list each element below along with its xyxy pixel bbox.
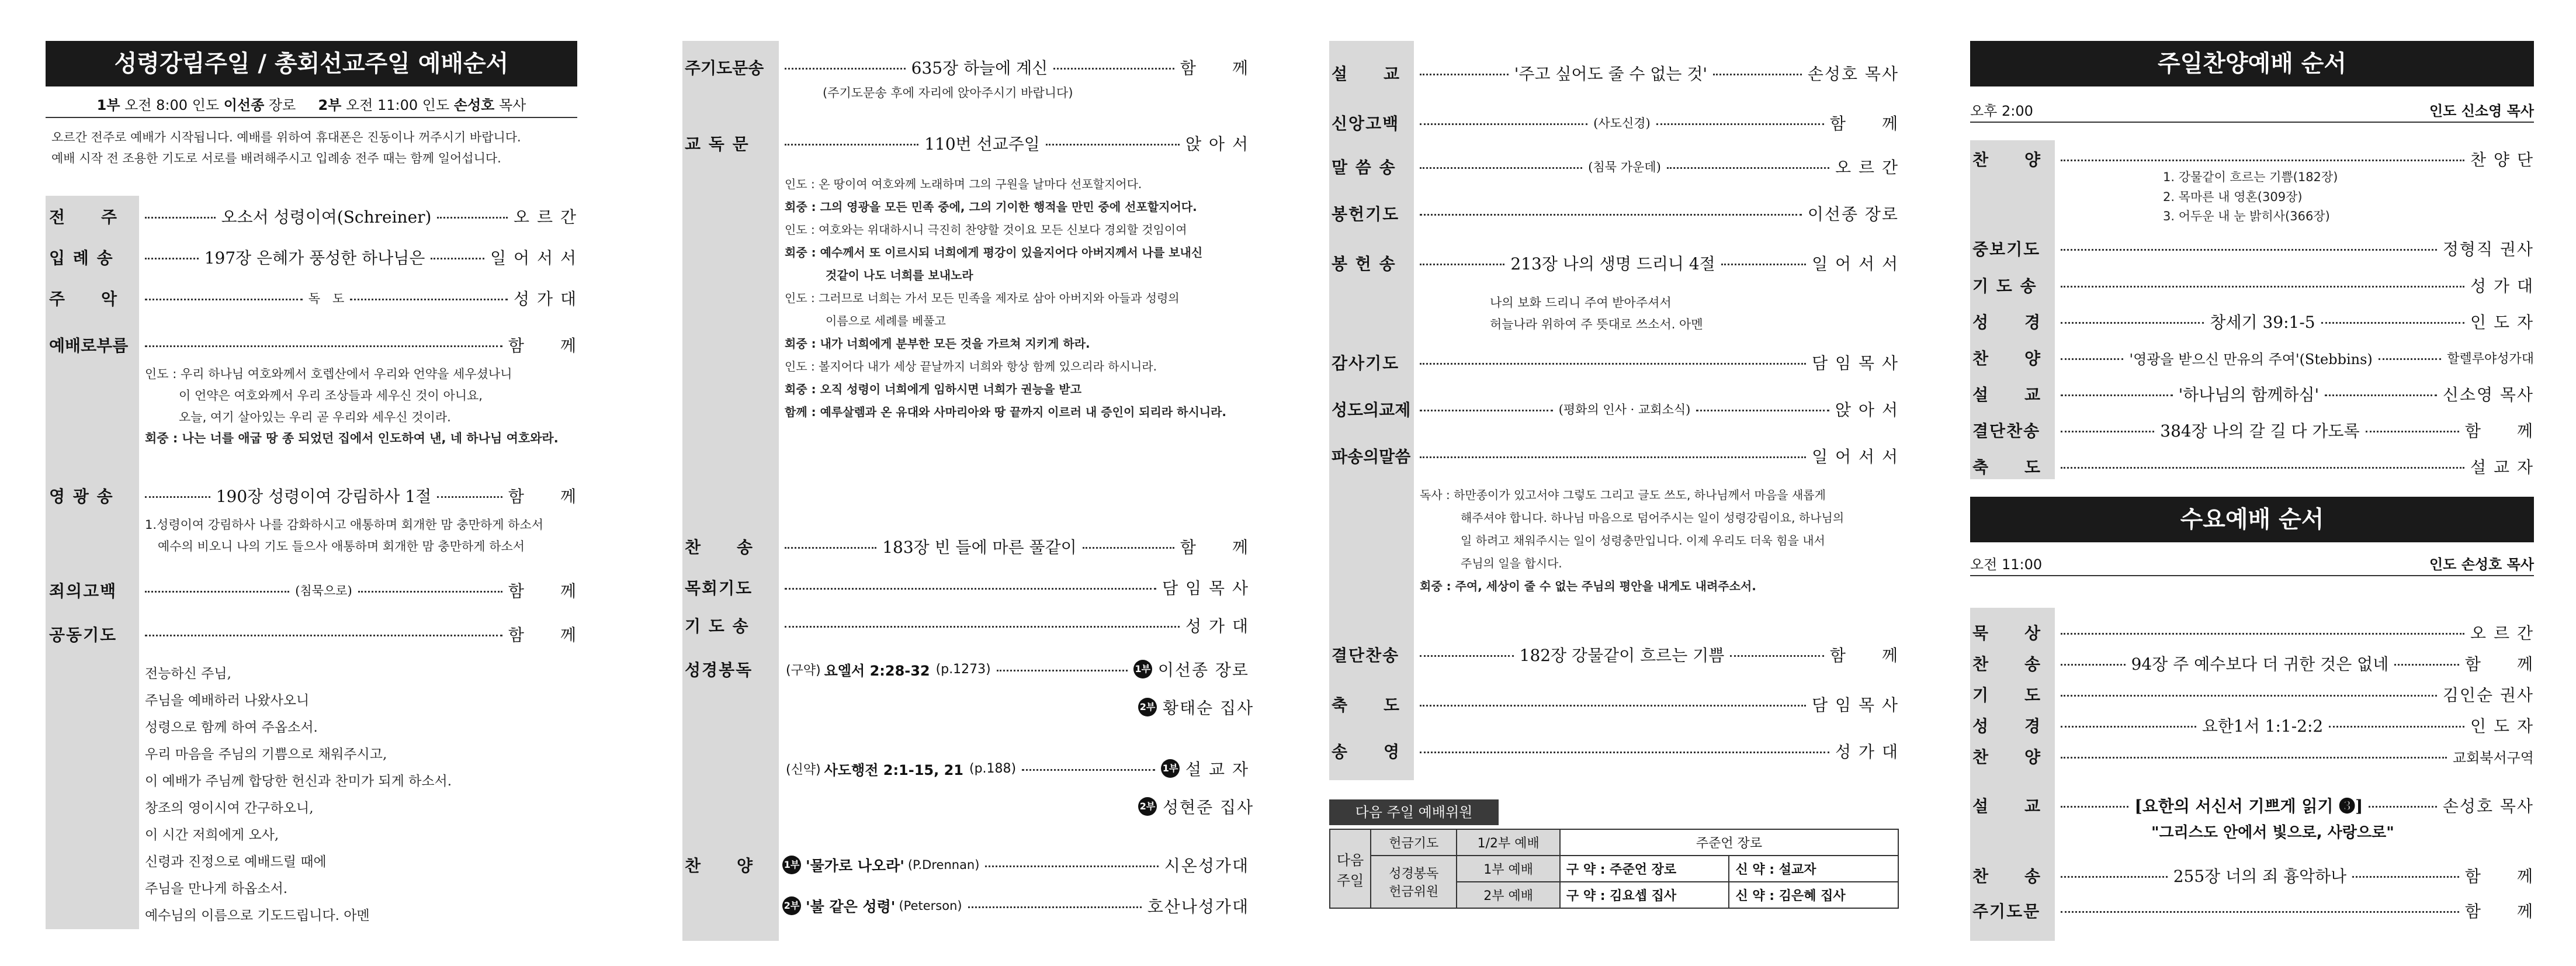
order-item: [1970, 273, 2534, 297]
intro-line: 오르간 전주로 예배가 시작됩니다. 예배를 위하여 휴대폰은 진동이나 꺼주시기 바랍니다.: [51, 130, 521, 144]
item-label: 공동기도: [49, 625, 117, 645]
item-leader: 성 가 대: [2470, 276, 2534, 296]
item-leader: 설 교 자: [2470, 458, 2534, 477]
order-item: [1970, 899, 2534, 922]
order-item: [682, 56, 1249, 79]
order-item: [46, 579, 577, 602]
prayer-line: 주님을 예배하러 나왔사오니: [145, 693, 310, 708]
column-praise-and-wednesday: [1970, 0, 2534, 966]
item-leader: 할렐루야성가대: [2447, 351, 2534, 366]
reading-line: 인도 : 여호와는 위대하시니 극진히 찬양할 것이요 모든 신보다 경외할 것임이여: [785, 223, 1187, 237]
item-leader: 오 르 간: [2470, 624, 2534, 643]
item-content: '하나님의 함께하심': [2178, 385, 2320, 404]
item-leader: 오 르 간: [1835, 158, 1899, 177]
item-label: 성경봉독: [685, 660, 753, 680]
item-label: 축 도: [1972, 458, 2042, 477]
item-label: 성 경: [1972, 716, 2042, 736]
order-item: [682, 131, 1249, 155]
item-leader: 담 임 목 사: [1812, 354, 1899, 373]
cell: 헌금기도: [1371, 829, 1457, 856]
order-item: [1329, 397, 1899, 421]
item-label: 목회기도: [685, 579, 753, 598]
item-label: 송 영: [1332, 742, 1401, 761]
order-item: [1970, 864, 2534, 887]
order-item: [1970, 147, 2534, 171]
service-badge: 2부: [1138, 797, 1157, 816]
choir-name: 시온성가대: [1164, 856, 1249, 875]
cell: 신 약 : 설교자: [1729, 856, 1898, 882]
item-leader: 담 임 목 사: [1812, 695, 1899, 715]
page-title: 성령강림주일 / 총회선교주일 예배순서: [46, 41, 577, 86]
item-leader: 함 께: [2464, 902, 2534, 921]
item-leader: 김인순 권사: [2442, 685, 2534, 705]
item-label: 기 도 송: [685, 617, 750, 636]
call-to-worship: [145, 363, 559, 449]
item-content: '영광을 받으신 만유의 주여'(Stebbins): [2129, 351, 2373, 368]
prayer-line: 창조의 영이시여 간구하오니,: [145, 801, 314, 816]
item-leader: 함 께: [508, 336, 577, 355]
anthem-title: '불 같은 성령': [806, 898, 896, 915]
order-item: [1970, 418, 2534, 442]
item-leader: 일 어 서 서: [490, 248, 577, 268]
prayer-line: 전능하신 주님,: [145, 666, 231, 681]
item-leader: 이선종 장로: [1807, 205, 1899, 224]
choir-name: 호산나성가대: [1147, 897, 1249, 916]
item-leader: 오 르 간: [514, 207, 577, 227]
service1-leader: 이선종: [223, 97, 265, 113]
sending-line: 주님의 일을 합시다.: [1461, 556, 1562, 570]
reading-line: 회중 : 그의 영광을 모든 민족 중에, 그의 기이한 행적을 만민 중에 선포할지어다.: [785, 200, 1197, 214]
item-content: 94장 주 예수보다 더 귀한 것은 없네: [2131, 655, 2389, 674]
item-label: 주기도문송: [685, 58, 764, 78]
glory-line: 1.성령이여 강림하사 나를 감화하시고 애통하며 회개한 맘 충만하게 하소서: [145, 518, 544, 532]
reader-name: 설 교 자: [1185, 760, 1249, 779]
item-label: 봉 헌 송: [1332, 254, 1396, 273]
item-label: 찬 양: [1972, 747, 2042, 767]
item-label: 찬 양: [1972, 150, 2042, 169]
cell: 구 약 : 김요셉 집사: [1560, 882, 1729, 908]
item-content: 190장 성령이여 강림하사 1절: [216, 487, 432, 506]
cell: 1/2부 예배: [1457, 829, 1560, 856]
order-item: [1970, 745, 2534, 768]
item-label: 교 독 문: [685, 134, 750, 154]
call-line: 인도 : 우리 하나님 여호와께서 호렙산에서 우리와 언약을 세우셨나니: [145, 367, 512, 381]
sending-line: 독사 : 하만종이가 있고서야 그렇도 그리고 글도 쓰도, 하나님께서 마음을 새롭게: [1420, 488, 1826, 502]
cell-line: 헌금위원: [1389, 885, 1439, 899]
scripture-page: (p.1273): [935, 662, 991, 677]
item-content: 창세기 39:1-5: [2210, 313, 2315, 332]
wednesday-time: 오전 11:00: [1970, 556, 2043, 573]
service1-role: 장로: [268, 97, 296, 113]
item-label: 찬 송: [685, 538, 754, 557]
order-item: [1329, 251, 1899, 275]
service2-leader: 손성호: [453, 97, 495, 113]
item-leader: 함 께: [508, 581, 578, 601]
item-leader: 교회북서구역: [2452, 749, 2534, 766]
song-line: 3. 어두운 내 눈 밝히사(366장): [2163, 209, 2330, 224]
prayer-line: 이 예배가 주님께 합당한 헌신과 찬미가 되게 하소서.: [145, 774, 452, 789]
lyric-line: 나의 보화 드리니 주여 받아주셔서: [1490, 296, 1672, 310]
order-item: [1970, 621, 2534, 644]
item-content: 183장 빈 들에 마른 풀같이: [882, 538, 1077, 557]
item-content: 635장 하늘에 계신: [911, 58, 1048, 78]
scripture-ref: 요엘서 2:28-32: [824, 662, 930, 679]
item-leader: 일 어 서 서: [1812, 254, 1899, 273]
scripture-testament: (신약): [786, 762, 821, 777]
cell: 주준언 장로: [1560, 829, 1898, 856]
responsive-reading: [785, 173, 1226, 424]
service-badge: 1부: [1161, 759, 1180, 778]
order-item: [1970, 683, 2534, 706]
item-leader: 함 께: [2464, 655, 2534, 674]
item-leader: 정형직 권사: [2442, 240, 2534, 259]
cell: 구 약 : 주준언 장로: [1560, 856, 1729, 882]
item-content: 197장 은혜가 풍성한 하나님은: [204, 248, 425, 268]
item-label: 전 주: [49, 207, 119, 227]
reader-name: 황태순 집사: [1163, 698, 1254, 718]
order-item: [1970, 714, 2534, 737]
item-leader: 손성호 목사: [2442, 797, 2534, 816]
call-line: 이 언약은 여호와께서 우리 조상들과 세우신 것이 아니요,: [179, 388, 483, 403]
item-label: 설 교: [1972, 385, 2042, 404]
item-label: 찬 양: [1972, 349, 2042, 368]
sermon-subtitle: "그리스도 안에서 빛으로, 사랑으로": [2151, 824, 2394, 842]
item-content: 독 도: [308, 292, 345, 306]
item-leader: 앉 아 서: [1835, 400, 1899, 420]
item-leader: 성 가 대: [1835, 742, 1899, 761]
service-times: [46, 94, 577, 114]
next-week-title: 다음 주일 예배위원: [1329, 799, 1499, 825]
service-badge: 1부: [1133, 660, 1152, 678]
order-item: [1970, 346, 2534, 369]
prayer-line: 성령으로 함께 하여 주옵소서.: [145, 720, 318, 735]
song-line: 2. 목마른 내 영혼(309장): [2163, 189, 2303, 204]
sending-line: 회중 : 주여, 세상이 줄 수 없는 주님의 평안을 내게도 내려주소서.: [1420, 579, 1756, 593]
item-leader: 일 어 서 서: [1812, 447, 1899, 466]
order-item: [1329, 61, 1899, 85]
intro-notice: [51, 127, 521, 169]
cell: 1부 예배: [1457, 856, 1560, 882]
item-label: 결단찬송: [1332, 646, 1400, 665]
column-sunday-order-3: [1329, 0, 1899, 966]
call-line: 회중 : 나는 너를 애굽 땅 종 되었던 집에서 인도하여 낸, 네 하나님 여호와라.: [145, 431, 559, 446]
order-item: [1329, 351, 1899, 374]
order-item: [1970, 310, 2534, 333]
praise-song-list: [2163, 168, 2338, 227]
common-prayer: [145, 660, 452, 929]
item-label: 봉헌기도: [1332, 205, 1400, 224]
item-label: 설 교: [1332, 64, 1401, 84]
scripture-reader-row: [1138, 695, 1254, 719]
item-content: 오소서 성령이여(Schreiner): [221, 207, 432, 227]
item-label: 결단찬송: [1972, 421, 2041, 441]
service2-role: 목사: [498, 97, 526, 113]
cell-line: 성경봉독: [1389, 867, 1439, 881]
prayer-line: 이 시간 저희에게 오사,: [145, 827, 279, 843]
order-item: [1329, 739, 1899, 763]
item-label: 주 악: [49, 289, 119, 309]
item-leader: 담 임 목 사: [1162, 579, 1249, 598]
item-content: 182장 강물같이 흐르는 기쁨: [1519, 646, 1725, 665]
anthem-row: [779, 894, 1249, 917]
item-label: 기 도: [1972, 685, 2042, 705]
cell: [1371, 856, 1457, 908]
order-item: [1329, 444, 1899, 468]
item-leader: 찬 양 단: [2470, 150, 2534, 169]
order-item: [46, 622, 577, 646]
order-item: [1329, 693, 1899, 716]
item-leader: 함 께: [508, 487, 577, 506]
cell: 2부 예배: [1457, 882, 1560, 908]
service-badge: 1부: [782, 856, 801, 874]
prayer-line: 예수님의 이름으로 기도드립니다. 아멘: [145, 908, 370, 923]
reading-line: 회중 : 오직 성령이 너희에게 임하시면 너희가 권능을 받고: [785, 382, 1082, 396]
item-leader: 신소영 목사: [2442, 385, 2534, 404]
item-label: 찬 송: [1972, 655, 2042, 674]
order-item: [682, 576, 1249, 599]
prayer-line: 우리 마음을 주님의 기쁨으로 채워주시고,: [145, 747, 387, 762]
item-label: 입 례 송: [49, 248, 114, 268]
item-leader: 함 께: [1180, 538, 1249, 557]
sending-words: [1420, 484, 1844, 598]
item-content: 213장 나의 생명 드리니 4절: [1510, 254, 1715, 273]
item-leader: 함 께: [508, 625, 577, 645]
item-label: 예배로부름: [49, 336, 129, 355]
item-label: 성도의교제: [1332, 400, 1411, 420]
item-label: 주기도문: [1972, 902, 2041, 921]
praise-service-title: 주일찬양예배 순서: [1970, 41, 2534, 86]
item-label: 말 씀 송: [1332, 158, 1396, 177]
anthem-composer: (P.Drennan): [907, 858, 980, 872]
order-item: [1970, 652, 2534, 675]
reading-line: 인도 : 그러므로 너희는 가서 모든 민족을 제자로 삼아 아버지와 아들과 성령의: [785, 291, 1180, 305]
reading-line: 함께 : 예루살렘과 온 유대와 사마리아와 땅 끝까지 이르러 내 증인이 되리라 하시니라.: [785, 405, 1227, 419]
order-item: [682, 535, 1249, 558]
scripture-ref: 사도행전 2:1-15, 21: [824, 761, 963, 778]
item-leader: 손성호 목사: [1807, 64, 1899, 84]
call-line: 오늘, 여기 살아있는 우리 곧 우리와 세우신 것이라.: [179, 410, 451, 424]
item-leader: 함 께: [1829, 114, 1899, 133]
item-content: (침묵 가운데): [1588, 160, 1661, 174]
item-label: 묵 상: [1972, 624, 2042, 643]
order-item: [1970, 382, 2534, 406]
item-label: 감사기도: [1332, 354, 1400, 373]
song-line: 1. 강물같이 흐르는 기쁨(182장): [2163, 170, 2338, 184]
order-item: [46, 245, 577, 269]
service2-time: 오전 11:00 인도: [345, 97, 450, 113]
reading-line: 인도 : 볼지어다 내가 세상 끝날까지 너희와 항상 함께 있으리라 하시니라.: [785, 359, 1157, 373]
order-item: [682, 853, 1249, 877]
scripture-reader-row: [1138, 795, 1254, 818]
service1-label: 1부: [96, 97, 120, 113]
item-label: 설 교: [1972, 797, 2042, 816]
column-sunday-order-2: [682, 0, 1254, 966]
item-leader: 함 께: [1180, 58, 1249, 78]
anthem-title: '물가로 나오라': [806, 857, 904, 874]
order-item: [1329, 643, 1899, 666]
prayer-line: 주님을 만나게 하옵소서.: [145, 881, 288, 896]
reading-line: 것같이 나도 너희를 보내노라: [826, 268, 973, 282]
item-leader: 성 가 대: [1185, 617, 1249, 636]
order-item: [46, 205, 577, 228]
column-sunday-order: [46, 0, 577, 966]
item-label: 파송의말씀: [1332, 447, 1411, 466]
item-leader: 함 께: [1829, 646, 1899, 665]
item-content: 384장 나의 갈 길 다 가도록: [2160, 421, 2360, 441]
item-content: [요한의 서신서 기쁘게 읽기 ❸]: [2134, 797, 2363, 816]
item-leader: 앉 아 서: [1185, 134, 1250, 154]
item-leader: 인 도 자: [2470, 716, 2534, 736]
item-label: 찬 송: [1972, 867, 2042, 886]
offering-lyric: [1490, 292, 1703, 335]
glory-line: 예수의 비오니 나의 기도 들으사 애통하며 회개한 맘 충만하게 하소서: [158, 539, 525, 553]
item-leader: 인 도 자: [2470, 313, 2534, 332]
order-item: [1329, 155, 1899, 178]
order-item: [682, 657, 1249, 681]
praise-time: 오후 2:00: [1970, 103, 2033, 119]
order-item: [1970, 237, 2534, 260]
item-content: '주고 싶어도 줄 수 없는 것': [1514, 64, 1708, 84]
scripture-page: (p.188): [969, 761, 1017, 776]
item-label: 죄의고백: [49, 581, 117, 601]
service2-label: 2부: [318, 97, 342, 113]
item-content: (침묵으로): [295, 584, 352, 598]
next-week-table: [1329, 829, 1899, 909]
order-item: [46, 484, 577, 507]
item-content: 110번 선교주일: [924, 134, 1040, 154]
item-label: 축 도: [1332, 695, 1401, 715]
item-content: (평화의 인사 · 교회소식): [1558, 403, 1691, 417]
label-strip: [682, 41, 779, 941]
service-badge: 2부: [1138, 698, 1157, 716]
sending-line: 해주셔야 합니다. 하나님 마음으로 덤어주시는 일이 성령강림이요, 하나님의: [1461, 511, 1845, 525]
reader-name: 성현준 집사: [1163, 798, 1254, 817]
sending-line: 일 하려고 채워주시는 일이 성령충만입니다. 이제 우리도 더욱 힘을 내서: [1461, 534, 1825, 548]
intro-line: 예배 시작 전 조용한 기도로 서로를 배려해주시고 입례송 전주 때는 함께 일어섭니다.: [51, 151, 501, 165]
praise-leader: 인도 신소영 목사: [2429, 103, 2534, 119]
glory-lyric: [145, 514, 543, 558]
wednesday-leader: 인도 손성호 목사: [2429, 556, 2534, 573]
order-item: [46, 333, 577, 356]
order-item: [1329, 111, 1899, 134]
reading-line: 이름으로 세례를 베풀고: [826, 314, 946, 328]
reading-line: 인도 : 온 땅이여 여호와께 노래하며 그의 구원을 날마다 선포할지어다.: [785, 177, 1142, 191]
item-label: 중보기도: [1972, 240, 2041, 259]
service-badge: 2부: [782, 896, 801, 915]
lyric-line: 허늘나라 위하여 주 뜻대로 쓰소서. 아멘: [1490, 317, 1703, 331]
prayer-line: 신령과 진정으로 예배드릴 때에: [145, 854, 327, 870]
order-item: [1970, 794, 2534, 817]
item-label: 찬 양: [685, 856, 754, 875]
item-leader: 함 께: [2464, 421, 2534, 441]
reading-line: 회중 : 예수께서 또 이르시되 너희에게 평강이 있을지어다 아버지께서 나를 보내신: [785, 245, 1203, 259]
item-label: 기 도 송: [1972, 276, 2037, 296]
scripture-nt-row: [779, 757, 1249, 780]
item-content: 255장 너의 죄 흉악하나: [2173, 867, 2347, 886]
item-label: 성 경: [1972, 313, 2042, 332]
scripture-testament: (구약): [786, 663, 821, 678]
item-label: 영 광 송: [49, 487, 114, 506]
order-item: [682, 614, 1249, 637]
item-content: 요한1서 1:1-2:2: [2201, 716, 2324, 736]
service1-time: 오전 8:00 인도: [124, 97, 220, 113]
reading-line: 회중 : 내가 너희에게 분부한 모든 것을 가르쳐 지키게 하라.: [785, 337, 1090, 351]
item-label: 신앙고백: [1332, 114, 1400, 133]
order-item: [1970, 455, 2534, 478]
wednesday-service-title: 수요예배 순서: [1970, 497, 2534, 542]
order-item: [46, 286, 577, 310]
item-content: (사도신경): [1593, 116, 1651, 130]
item-leader: 함 께: [2464, 867, 2535, 886]
next-week-side: 다음 주일: [1330, 829, 1371, 908]
lords-prayer-note: (주기도문송 후에 자리에 앉아주시기 바랍니다): [823, 86, 1073, 100]
reader-name: 이선종 장로: [1157, 660, 1249, 680]
anthem-composer: (Peterson): [899, 899, 962, 913]
cell: 신 약 : 김은혜 집사: [1729, 882, 1898, 908]
order-item: [1329, 202, 1899, 225]
item-leader: 성 가 대: [514, 289, 577, 309]
